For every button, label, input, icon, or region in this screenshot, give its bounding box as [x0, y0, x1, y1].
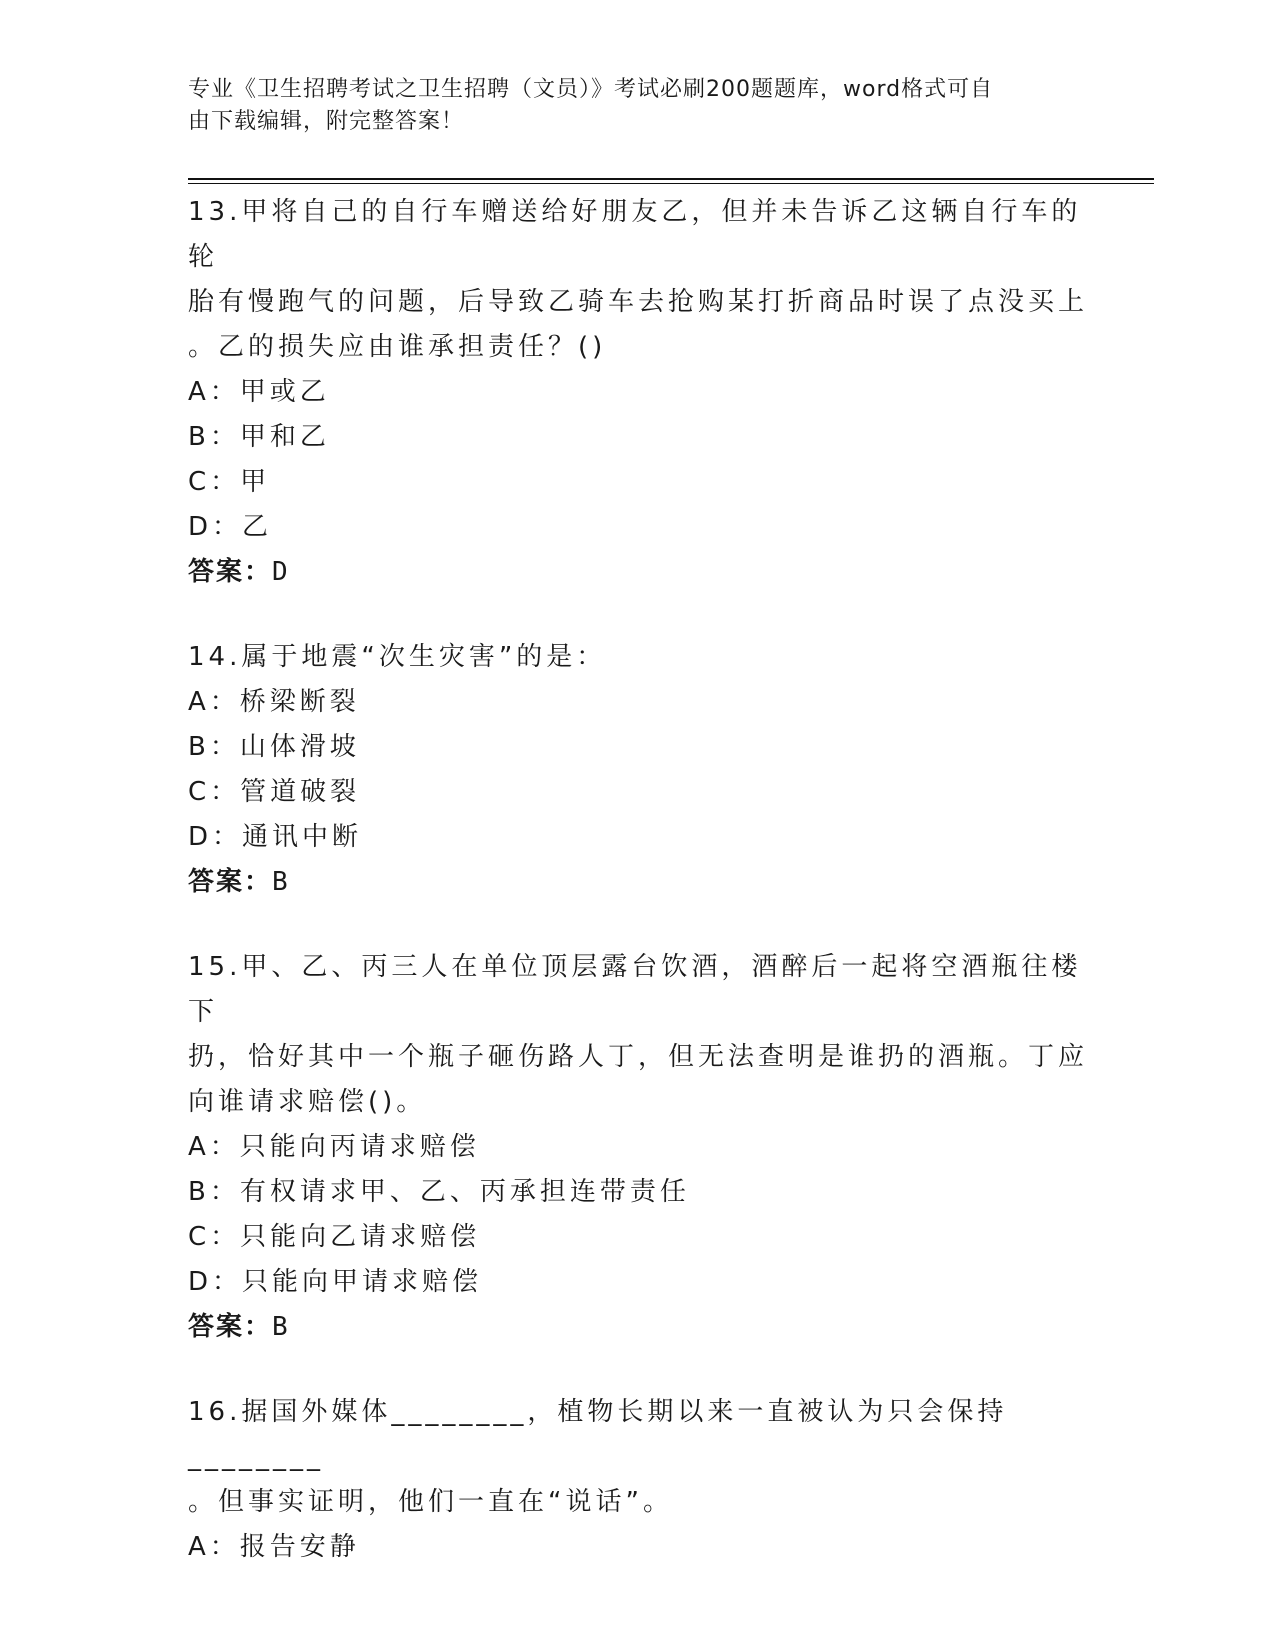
- answer-label: 答案：: [188, 557, 273, 587]
- option-b: B：甲和乙: [188, 422, 330, 452]
- option-b: B：山体滑坡: [188, 732, 360, 762]
- question-text-line: 。但事实证明，他们一直在“说话”。: [188, 1487, 673, 1517]
- answer-line: [188, 1305, 1088, 1350]
- question-text-line: 16.据国外媒体________，植物长期以来一直被认为只会保持________: [188, 1397, 1008, 1472]
- question-text-line: 向谁请求赔偿()。: [188, 1087, 427, 1117]
- question-16: [188, 1390, 1088, 1570]
- question-text-line: 14.属于地震“次生灾害”的是：: [188, 642, 607, 672]
- option-c: C：甲: [188, 467, 271, 497]
- answer-value: D: [272, 557, 290, 587]
- header-line-1: 专业《卫生招聘考试之卫生招聘（文员）》考试必刷200题题库，word格式可自: [188, 77, 994, 102]
- answer-line: [188, 550, 1088, 595]
- option-d: D：只能向甲请求赔偿: [188, 1267, 483, 1297]
- header-line-2: 由下载编辑，附完整答案！: [188, 109, 465, 134]
- option-a: A：报告安静: [188, 1532, 360, 1562]
- question-text-line: 13.甲将自己的自行车赠送给好朋友乙，但并未告诉乙这辆自行车的轮: [188, 197, 1082, 272]
- question-15: [188, 945, 1088, 1350]
- answer-value: B: [272, 867, 290, 897]
- header-divider-thick: [188, 178, 1154, 180]
- answer-value: B: [272, 1312, 290, 1342]
- question-text-line: 扔，恰好其中一个瓶子砸伤路人丁，但无法查明是谁扔的酒瓶。丁应: [188, 1042, 1089, 1072]
- option-c: C：管道破裂: [188, 777, 361, 807]
- option-a: A：甲或乙: [188, 377, 330, 407]
- question-text-line: 15.甲、乙、丙三人在单位顶层露台饮酒，酒醉后一起将空酒瓶往楼下: [188, 952, 1082, 1027]
- answer-label: 答案：: [188, 867, 273, 897]
- option-c: C：只能向乙请求赔偿: [188, 1222, 481, 1252]
- option-d: D：通讯中断: [188, 822, 363, 852]
- answer-line: [188, 860, 1088, 905]
- question-text-line: 。乙的损失应由谁承担责任？(): [188, 332, 607, 362]
- answer-label: 答案：: [188, 1312, 273, 1342]
- question-13: [188, 190, 1088, 595]
- header-divider-thin: [188, 183, 1154, 184]
- question-14: [188, 635, 1088, 905]
- document-header: [188, 74, 1068, 138]
- question-text-line: 胎有慢跑气的问题，后导致乙骑车去抢购某打折商品时误了点没买上: [188, 287, 1089, 317]
- option-a: A：只能向丙请求赔偿: [188, 1132, 480, 1162]
- question-list: [188, 190, 1088, 1610]
- option-d: D：乙: [188, 512, 273, 542]
- option-b: B：有权请求甲、乙、丙承担连带责任: [188, 1177, 690, 1207]
- option-a: A：桥梁断裂: [188, 687, 360, 717]
